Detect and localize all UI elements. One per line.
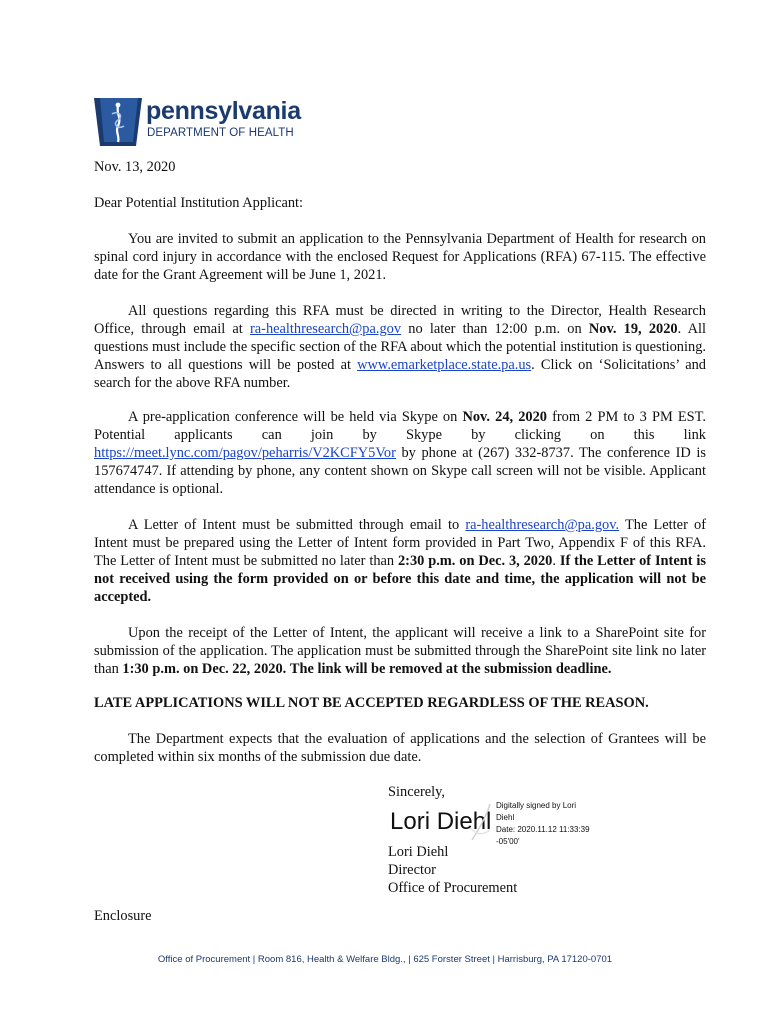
signature-details: Digitally signed by Lori Diehl Date: 2020.11.12 11:33:39 -05'00' bbox=[496, 801, 590, 846]
pa-health-logo bbox=[92, 96, 302, 148]
footer-address: Office of Procurement | Room 816, Health & Welfare Bldg., | 625 Forster Street | Harrisburg, PA 17120-0701 bbox=[157, 954, 613, 965]
late-applications-notice: LATE APPLICATIONS WILL NOT BE ACCEPTED REGARDLESS OF THE REASON. bbox=[94, 695, 649, 711]
paragraph-sharepoint: Upon the receipt of the Letter of Intent, the applicant will receive a link to a SharePoint site for submission of the application. The application must be submitted through the SharePoint site link no later than 1:30 p.m. on Dec. 22, 2020. The link will be removed at the submission deadline. bbox=[94, 625, 706, 677]
questions-deadline: Nov. 19, 2020 bbox=[588, 321, 678, 337]
closing: Sincerely, bbox=[388, 784, 446, 800]
paragraph-conference: A pre-application conference will be held via Skype on Nov. 24, 2020 from 2 PM to 3 PM EST. Potential applicants can join by Skype by clicking on this link https://meet.lync.com/pagov/peharris/V2KCFY5Vor by phone at (267) 332-8737. The conference ID is 157674747. If attending by phone, any content shown on Skype call screen will not be visible. Applicant attendance is optional. bbox=[94, 409, 706, 497]
paragraph-letter-of-intent: A Letter of Intent must be submitted through email to ra-healthresearch@pa.gov. The Letter of Intent must be prepared using the Letter of Intent form provided in Part Two, Appendix F of this RFA. The Letter of Intent must be submitted no later than 2:30 p.m. on Dec. 3, 2020. If the Letter of Intent is not received using the form provided on or before this date and time, the application will not be accepted. bbox=[94, 517, 706, 605]
logo-brand-text: pennsylvania bbox=[146, 97, 301, 125]
salutation: Dear Potential Institution Applicant: bbox=[94, 195, 304, 211]
intent-warning: If the Letter of Intent is not received using the form provided on or before this date and time, the application will not be accepted. bbox=[94, 553, 706, 605]
letter-date: Nov. 13, 2020 bbox=[94, 159, 176, 175]
signature-seal-icon bbox=[468, 800, 494, 844]
emarketplace-link[interactable]: www.emarketplace.state.pa.us bbox=[357, 357, 532, 373]
signer-name: Lori Diehl bbox=[388, 844, 449, 860]
enclosure-note: Enclosure bbox=[94, 908, 152, 924]
paragraph-questions: All questions regarding this RFA must be directed in writing to the Director, Health Research Office, through email at ra-healthresearch@pa.gov no later than 12:00 p.m. on Nov. 19, 2020. All questions must include the specific section of the RFA about which the potential institution is questioning. Answers to all questions will be posted at www.emarketplace.state.pa.us. Click on ‘Solicitations’ and search for the above RFA number. bbox=[94, 303, 707, 391]
submission-deadline: 1:30 p.m. on Dec. 22, 2020. bbox=[122, 661, 287, 677]
signer-office: Office of Procurement bbox=[388, 880, 518, 896]
signature-name: Lori Diehl bbox=[390, 808, 492, 835]
paragraph-evaluation: The Department expects that the evaluation of applications and the selection of Grantees will be completed within six months of the submission due date. bbox=[94, 731, 706, 765]
intent-deadline: 2:30 p.m. on Dec. 3, 2020 bbox=[397, 553, 553, 569]
signer-title: Director bbox=[388, 862, 436, 878]
signer-block bbox=[388, 843, 648, 897]
conference-date: Nov. 24, 2020 bbox=[462, 409, 547, 425]
skype-meeting-link[interactable]: https://meet.lync.com/pagov/peharris/V2KCFY5Vor bbox=[94, 445, 396, 461]
digital-signature bbox=[388, 800, 618, 844]
logo-department-text: DEPARTMENT OF HEALTH bbox=[147, 127, 294, 139]
keystone-logo-icon bbox=[92, 96, 144, 148]
paragraph-invitation: You are invited to submit an application to the Pennsylvania Department of Health for research on spinal cord injury in accordance with the enclosed Request for Applications (RFA) 67-115. The effective date for the Grant Agreement will be June 1, 2021. bbox=[94, 231, 706, 283]
intent-email-link[interactable]: ra-healthresearch@pa.gov. bbox=[465, 517, 620, 533]
submission-warning: The link will be removed at the submission deadline. bbox=[289, 661, 612, 677]
questions-email-link[interactable]: ra-healthresearch@pa.gov bbox=[249, 321, 402, 337]
